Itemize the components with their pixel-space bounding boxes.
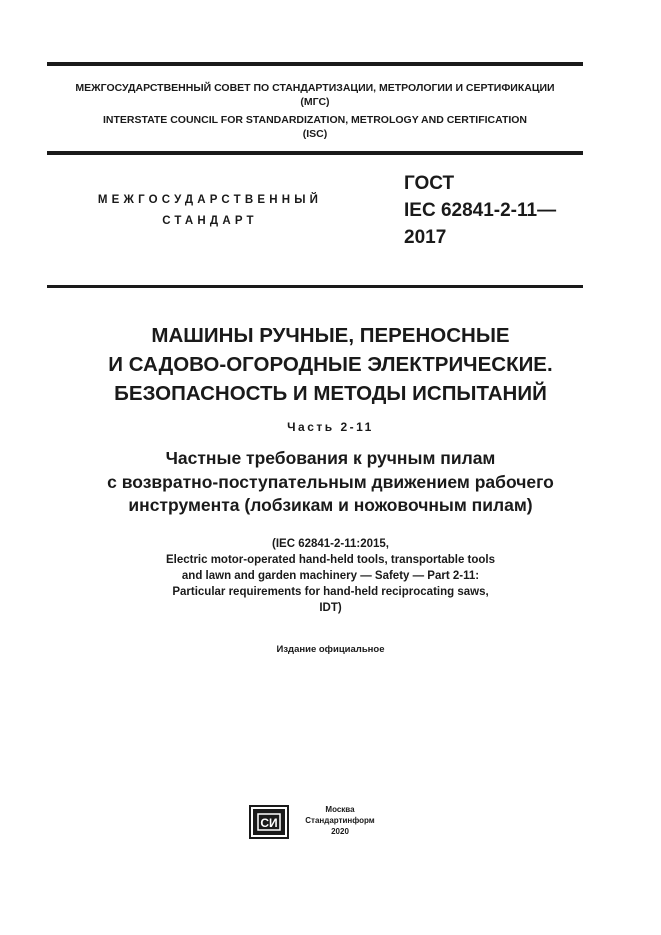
publisher-imprint xyxy=(295,804,385,837)
bottom-rule xyxy=(47,285,583,288)
standard-label-line1: МЕЖГОСУДАРСТВЕННЫЙ xyxy=(97,194,323,206)
council-ru-abbrev: (МГС) xyxy=(300,96,330,108)
edition-label: Издание официальное xyxy=(276,644,385,655)
standartinform-logo-icon xyxy=(249,805,289,839)
council-ru-line: МЕЖГОСУДАРСТВЕННЫЙ СОВЕТ ПО СТАНДАРТИЗАЦИИ, МЕТРОЛОГИИ И СЕРТИФИКАЦИИ xyxy=(75,82,555,94)
designation-line1: ГОСТ xyxy=(404,173,455,194)
standard-label-line2: СТАНДАРТ xyxy=(162,215,258,227)
iec-reference xyxy=(20,536,641,616)
standard-designation xyxy=(404,170,556,251)
publisher-year: 2020 xyxy=(331,827,349,836)
middle-rule xyxy=(47,151,583,155)
iec-line3: and lawn and garden machinery — Safety — Part 2-11: xyxy=(181,570,480,582)
designation-line3: 2017 xyxy=(404,227,447,248)
iec-line1: (IEC 62841-2-11:2015, xyxy=(272,538,389,550)
standard-type-label xyxy=(60,190,360,232)
council-name-en xyxy=(47,113,583,141)
iec-line5: IDT) xyxy=(319,602,342,614)
designation-line2: IEC 62841-2-11— xyxy=(404,200,557,221)
top-rule xyxy=(47,62,583,66)
iec-line2: Electric motor-operated hand-held tools, transportable tools xyxy=(165,554,496,566)
publisher-city: Москва xyxy=(325,805,355,814)
document-title xyxy=(20,321,641,408)
council-en-line: INTERSTATE COUNCIL FOR STANDARDIZATION, METROLOGY AND CERTIFICATION xyxy=(102,114,528,126)
logo-text: СИ xyxy=(260,816,278,830)
title-line3: БЕЗОПАСНОСТЬ И МЕТОДЫ ИСПЫТАНИЙ xyxy=(114,382,547,405)
publisher-name: Стандартинформ xyxy=(305,816,375,825)
council-name-ru xyxy=(47,81,583,109)
document-subtitle xyxy=(20,447,641,518)
subtitle-line3: инструмента (лобзикам и ножовочным пилам) xyxy=(128,495,533,515)
part-number: Часть 2-11 xyxy=(287,420,374,434)
subtitle-line1: Частные требования к ручным пилам xyxy=(165,448,496,468)
title-line2: И САДОВО-ОГОРОДНЫЕ ЭЛЕКТРИЧЕСКИЕ. xyxy=(108,353,553,376)
subtitle-line2: с возвратно-поступательным движением рабочего xyxy=(107,471,554,492)
council-en-abbrev: (ISC) xyxy=(302,128,328,140)
iec-line4: Particular requirements for hand-held reciprocating saws, xyxy=(172,586,489,598)
title-line1: МАШИНЫ РУЧНЫЕ, ПЕРЕНОСНЫЕ xyxy=(151,324,510,347)
